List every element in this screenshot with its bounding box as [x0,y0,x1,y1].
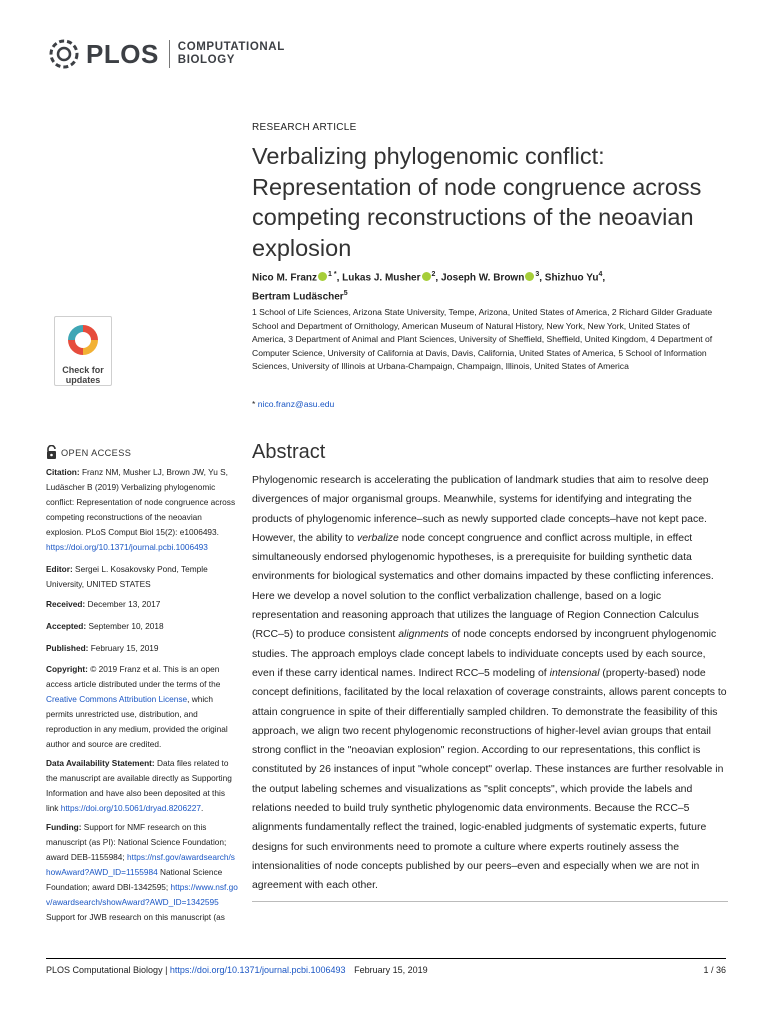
data-availability-label: Data Availability Statement: [46,758,155,768]
check-for-updates-badge[interactable] [54,316,112,386]
data-availability-end: . [201,803,204,813]
received-text: December 13, 2017 [87,599,161,609]
citation-doi-link[interactable]: https://doi.org/10.1371/journal.pcbi.1006493 [46,542,208,552]
funding-text: Support for JWB research on this manuscript (as [46,912,225,922]
copyright [46,662,238,752]
author-affiliation-mark: 4 [598,271,603,278]
page-footer [46,965,726,975]
nsf-award-link[interactable]: https://www.nsf.gov/awardsearch/showAward?AWD_ID=1342595 [46,882,238,907]
copyright-label: Copyright: [46,664,88,674]
check-updates-line2: updates [65,375,101,385]
published-label: Published: [46,643,89,653]
orcid-icon[interactable] [422,272,431,281]
abstract-emphasis: intensional [549,667,600,679]
email-link[interactable]: nico.franz@asu.edu [257,399,335,409]
author-affiliation-mark: 5 [343,290,348,298]
citation [46,465,238,555]
page-number: 1 / 36 [703,965,726,975]
funding-text: Support for NMF research on this manuscript (as PI): National Science Foundation; award DEB-1155984; [46,822,227,862]
abstract-text: (property-based) node concept definitions, facilitated by the local relaxation of coverage constraints, allows parent concepts to attain congruence in spite of their differentially sampled children. To demonstrate the feasibility of this approach, we align two recent phylogenomic reconstructions of higher-level avian groups that entail strong conflict in the "neoavian explosion" region. According to our representations, this conflict is constituted by 26 instances of input "whole concept" overlap. These instances are further resolvable in the output labeling schemes and visualizations as "split concepts", which provide the labels and relations needed to build truly synthetic phylogenomic data environments. Because the RCC–5 alignments fundamentally reflect the trained, logic-enabled judgments of systematic experts, future designs for such environments need to promote a culture where experts routinely assess the intensionalities of node concepts published by our peers–even and especially when we are not in agreement with each other. [252,667,727,892]
orcid-icon[interactable] [318,272,327,281]
footer-divider [46,958,726,959]
author-name[interactable]: Joseph W. Brown [440,272,525,284]
author-affiliation-mark: 3 [535,271,540,278]
funding-label: Funding: [46,822,82,832]
author-name[interactable]: Shizhuo Yu [544,272,599,284]
journal-name-line1: COMPUTATIONAL [177,41,285,53]
orcid-icon[interactable] [525,272,534,281]
footer-citation [46,965,428,975]
publisher-name: PLOS [86,38,159,69]
received-label: Received: [46,599,86,609]
dryad-link[interactable]: https://doi.org/10.5061/dryad.8206227 [60,803,201,813]
abstract-emphasis: verbalize [357,532,399,544]
author-affiliation-mark: 2 [431,271,436,278]
data-availability-text: Data files related to the manuscript are available directly as Supporting Information and have also been deposited at this link [46,758,232,813]
journal-logo [46,36,285,72]
author-affiliation-mark: 1 * [328,271,337,278]
accepted-text: September 10, 2018 [88,621,164,631]
check-updates-icon [65,322,101,358]
journal-name [178,41,285,67]
author-name[interactable]: Lukas J. Musher [342,272,421,284]
published-date [46,641,238,656]
footer-date: February 15, 2019 [354,965,428,975]
license-link[interactable]: Creative Commons Attribution License [46,694,188,704]
journal-name-line2: BIOLOGY [177,54,236,66]
funding [46,820,238,925]
footer-journal: PLOS Computational Biology | [46,965,168,975]
copyright-text-end: , which permits unrestricted use, distribution, and reproduction in any medium, provided the original author and source are credited. [46,694,228,749]
corresponding-marker: * [252,399,256,409]
open-access-text: OPEN ACCESS [61,447,132,458]
check-updates-line1: Check for [62,365,104,375]
abstract-text: node concept congruence and conflict across multiple, in effect simultaneously endorsed phylogenomic hypotheses, is a prerequisite for building synthetic data environments for biological systematics and other domains impacted by these conflicting inferences. Here we develop a novel solution to the conflict verbalization challenge, based on a logic representation and reasoning approach that utilizes the language of Region Connection Calculus (RCC–5) to produce consistent [252,532,714,641]
author-name[interactable]: Nico M. Franz [252,272,318,284]
affiliations: 1 School of Life Sciences, Arizona State University, Tempe, Arizona, United States of America, 2 Richard Gilder Graduate School and Department of Ornithology, American Museum of Natural History, New York, New York, United States of America, 3 Department of Animal and Plant Sciences, University of Sheffield, Sheffield, United Kingdom, 4 Department of Computer Science, University of California at Davis, Davis, California, United States of America, 5 School of Information Sciences, University of Illinois at Urbana-Champaign, Champaign, Illinois, United States of America [252,307,713,372]
nsf-award-link[interactable]: https://nsf.gov/awardsearch/showAward?AWD_ID=1155984 [46,852,235,877]
author-name[interactable]: Bertram Ludäscher [252,291,344,303]
editor-text: Sergei L. Kosakovsky Pond, Temple University, UNITED STATES [46,564,208,589]
citation-text: Franz NM, Musher LJ, Brown JW, Yu S, Ludäscher B (2019) Verbalizing phylogenomic conflict: Representation of node congruence across competing reconstructions of the neoavian explosion. PLoS Comput Biol 15(2): e1006493. [46,467,236,537]
received-date [46,597,238,612]
footer-doi-link[interactable]: https://doi.org/10.1371/journal.pcbi.1006493 [169,965,346,975]
abstract-text: of node concepts endorsed by incongruent phylogenomic studies. The approach employs clade concept labels to individuate concepts used by each source, even if these carry identical names. Indirect RCC–5 modeling of [252,629,717,679]
funding-text: National Science Foundation; award DBI-1342595; [46,867,223,892]
author-list: Nico M. Franz $^{1 *}$, Lukas J. Musher $^2$, Joseph W. Brown $^3$, Shizhuo Yu$^4$, Bertram Ludäscher$^5$ [252,271,606,303]
logo-divider [169,40,170,68]
abstract-divider [252,901,728,902]
open-access-label [46,445,131,460]
plos-logo-icon [46,36,82,72]
open-lock-icon [46,445,57,460]
editor [46,562,238,592]
article-title: Verbalizing phylogenomic conflict: Representation of node congruence across competing reconstructions of the neoavian explosion [252,143,702,261]
copyright-text: © 2019 Franz et al. This is an open access article distributed under the terms of the [46,664,221,689]
abstract-heading: Abstract [252,441,326,463]
citation-label: Citation: [46,467,80,477]
accepted-label: Accepted: [46,621,87,631]
editor-label: Editor: [46,564,73,574]
corresponding-email [252,399,334,409]
published-text: February 15, 2019 [90,643,159,653]
abstract-emphasis: alignments [398,629,449,641]
abstract-body [252,471,728,896]
abstract-text: Phylogenomic research is accelerating the publication of landmark studies that aim to resolve deep divergences of major organismal groups. Meanwhile, systems for identifying and integrating the products of phylogenomic inference–such as newly supported clade concepts–have not kept pace. However, the ability to [252,475,709,544]
data-availability [46,756,238,816]
accepted-date [46,619,238,634]
article-type: RESEARCH ARTICLE [252,122,357,133]
